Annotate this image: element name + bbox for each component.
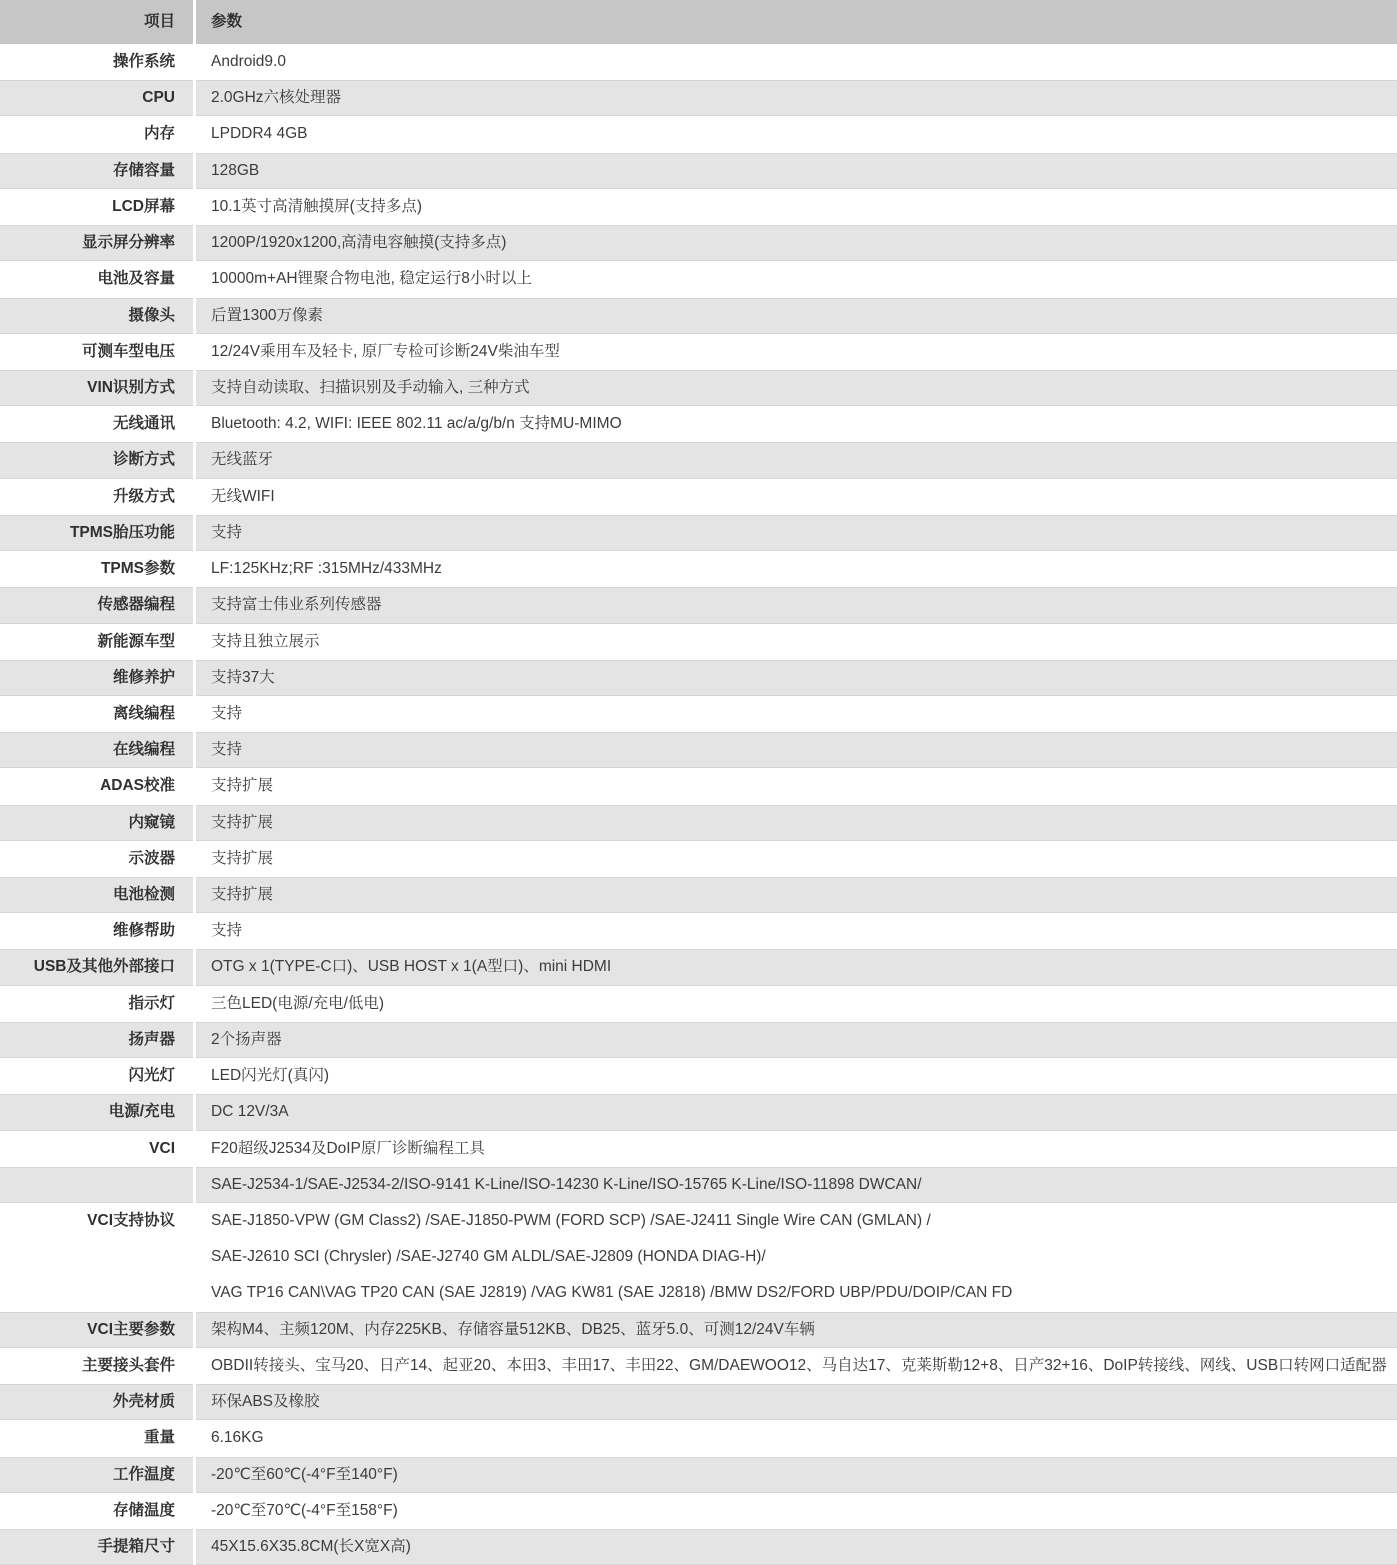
row-value: [196, 479, 1397, 515]
row-value-line: -20℃至70℃(-4°F至158°F): [211, 1501, 398, 1519]
row-label-text: 维修帮助: [112, 922, 175, 940]
row-value-line: SAE-J1850-VPW (GM Class2) /SAE-J1850-PWM (FORD SCP) /SAE-J2411 Single Wire CAN (GMLAN) /: [211, 1212, 931, 1229]
row-value-line: 2.0GHz六核处理器: [211, 89, 342, 107]
row-label: [0, 986, 196, 1022]
row-label: [0, 805, 196, 841]
row-value-line: 无线蓝牙: [211, 451, 274, 469]
row-value: [196, 1167, 1397, 1203]
table-row: [0, 298, 1397, 334]
row-value-line: LED闪光灯(真闪): [211, 1067, 329, 1085]
row-label: [0, 442, 196, 478]
row-value: [196, 1203, 1397, 1312]
row-value: [196, 949, 1397, 985]
row-label: [0, 1420, 196, 1456]
row-value: [196, 261, 1397, 297]
row-label-text: 新能源车型: [97, 632, 175, 650]
row-value-line: SAE-J2534-1/SAE-J2534-2/ISO-9141 K-Line/ISO-14230 K-Line/ISO-15765 K-Line/ISO-11898 DWCAN/: [211, 1175, 922, 1193]
row-label-text: 诊断方式: [112, 451, 175, 469]
row-label-text: LCD屏幕: [112, 197, 175, 215]
row-value: [196, 877, 1397, 913]
row-value: [196, 805, 1397, 841]
row-value-line: LPDDR4 4GB: [211, 125, 308, 143]
table-row: [0, 515, 1397, 551]
row-value-line: 架构M4、主频120M、内存225KB、存储容量512KB、DB25、蓝牙5.0、可测12/24V车辆: [211, 1320, 815, 1338]
table-row: [0, 913, 1397, 949]
row-value: [196, 986, 1397, 1022]
row-value: [196, 442, 1397, 478]
row-value-line: 支持: [211, 523, 243, 541]
row-label-text: VCI支持协议: [87, 1212, 175, 1229]
table-row: [0, 44, 1397, 80]
row-value: [196, 370, 1397, 406]
table-row: [0, 986, 1397, 1022]
row-label-text: VCI: [149, 1139, 175, 1157]
table-row: [0, 334, 1397, 370]
row-value: [196, 732, 1397, 768]
table-row: [0, 1493, 1397, 1529]
row-value: [196, 1457, 1397, 1493]
row-value: [196, 1312, 1397, 1348]
row-label: [0, 877, 196, 913]
row-label: [0, 696, 196, 732]
row-value-line: 128GB: [211, 161, 260, 179]
table-row: [0, 841, 1397, 877]
row-value: [196, 1529, 1397, 1565]
row-label-text: 主要接头套件: [81, 1356, 175, 1374]
row-label-text: 指示灯: [128, 994, 175, 1012]
row-label: [0, 1348, 196, 1384]
table-row: [0, 1094, 1397, 1130]
table-row: [0, 1420, 1397, 1456]
row-label-text: 示波器: [128, 849, 175, 867]
table-row: [0, 551, 1397, 587]
table-header: [0, 0, 1397, 44]
row-value: [196, 551, 1397, 587]
table-row: [0, 261, 1397, 297]
row-label: [0, 551, 196, 587]
row-value: [196, 913, 1397, 949]
table-row: [0, 1384, 1397, 1420]
row-label-text: [0, 1167, 175, 1203]
row-label-text: 重量: [143, 1429, 175, 1447]
row-label: [0, 624, 196, 660]
row-label-text: 操作系统: [112, 53, 175, 70]
row-label-text: 存储温度: [112, 1501, 175, 1519]
header-param-cell: [196, 0, 1397, 44]
row-label-text: 外壳材质: [112, 1393, 175, 1411]
row-value: [196, 189, 1397, 225]
table-row: [0, 1529, 1397, 1565]
row-value-line: 12/24V乘用车及轻卡, 原厂专检可诊断24V柴油车型: [211, 342, 560, 360]
row-label-text: TPMS胎压功能: [69, 523, 175, 541]
row-label: [0, 1203, 196, 1312]
table-row: [0, 660, 1397, 696]
row-value-line: 10.1英寸高清触摸屏(支持多点): [211, 197, 422, 215]
table-row: [0, 1312, 1397, 1348]
row-value-line: 支持扩展: [211, 886, 274, 904]
table-row: [0, 189, 1397, 225]
table-row: [0, 80, 1397, 116]
row-value-line: 6.16KG: [211, 1429, 264, 1447]
table-row: [0, 587, 1397, 623]
row-value: [196, 1094, 1397, 1130]
row-value-line: 无线WIFI: [211, 487, 275, 505]
row-label: [0, 261, 196, 297]
table-row: [0, 1203, 1397, 1312]
row-label: [0, 334, 196, 370]
row-label: [0, 1131, 196, 1167]
row-label: [0, 1094, 196, 1130]
row-label-text: 离线编程: [112, 704, 175, 722]
row-label: [0, 660, 196, 696]
row-label-text: 维修养护: [112, 668, 175, 686]
row-value: [196, 768, 1397, 804]
row-label-text: 显示屏分辨率: [81, 234, 175, 252]
row-label: [0, 479, 196, 515]
table-row: [0, 624, 1397, 660]
row-label-text: USB及其他外部接口: [33, 958, 175, 976]
row-label: [0, 189, 196, 225]
row-value: [196, 44, 1397, 80]
row-label: [0, 949, 196, 985]
row-label: [0, 768, 196, 804]
row-value-line: 支持扩展: [211, 813, 274, 831]
row-label-text: 工作温度: [112, 1465, 175, 1483]
row-value-line: 环保ABS及橡胶: [211, 1393, 320, 1411]
table-row: [0, 1167, 1397, 1203]
row-label-text: 摄像头: [128, 306, 175, 324]
row-label-text: VCI主要参数: [87, 1320, 175, 1338]
row-value: [196, 334, 1397, 370]
table-row: [0, 877, 1397, 913]
row-value-line: 支持: [211, 741, 243, 759]
row-value-line: 45X15.6X35.8CM(长X宽X高): [211, 1537, 411, 1555]
row-value: [196, 116, 1397, 152]
row-value: [196, 1420, 1397, 1456]
row-value-line: 10000m+AH锂聚合物电池, 稳定运行8小时以上: [211, 270, 532, 288]
row-value: [196, 515, 1397, 551]
row-label: [0, 515, 196, 551]
row-value-line: VAG TP16 CAN\VAG TP20 CAN (SAE J2819) /VAG KW81 (SAE J2818) /BMW DS2/FORD UBP/PDU/DOIP/CAN FD: [211, 1284, 1013, 1302]
row-label-text: 电池检测: [112, 886, 175, 904]
row-label-text: 闪光灯: [128, 1067, 175, 1085]
row-label: [0, 44, 196, 80]
row-label: [0, 80, 196, 116]
header-item-cell: [0, 0, 196, 44]
row-value-line: 支持自动读取、扫描识别及手动输入, 三种方式: [211, 378, 530, 396]
row-value: [196, 1022, 1397, 1058]
row-value-line: OBDII转接头、宝马20、日产14、起亚20、本田3、丰田17、丰田22、GM/DAEWOO12、马自达17、克莱斯勒12+8、日产32+16、DoIP转接线、网线、USB口转网口适配器: [211, 1356, 1387, 1374]
row-value-line: 2个扬声器: [211, 1030, 282, 1048]
row-label: [0, 298, 196, 334]
table-row: [0, 768, 1397, 804]
row-value: [196, 80, 1397, 116]
row-value-line: 支持: [211, 704, 243, 722]
row-value: [196, 841, 1397, 877]
row-value: [196, 406, 1397, 442]
row-label: [0, 225, 196, 261]
table-row: [0, 1131, 1397, 1167]
row-label: [0, 1312, 196, 1348]
table-body: [0, 44, 1397, 1565]
row-label: [0, 153, 196, 189]
row-label: [0, 732, 196, 768]
table-row: [0, 805, 1397, 841]
row-value-line: 支持: [211, 922, 243, 940]
table-row: [0, 949, 1397, 985]
row-value: [196, 298, 1397, 334]
row-value: [196, 1131, 1397, 1167]
row-label-text: CPU: [142, 89, 175, 107]
table-row: [0, 1457, 1397, 1493]
row-label-text: 在线编程: [112, 741, 175, 759]
table-row: [0, 225, 1397, 261]
row-value-line: 支持且独立展示: [211, 632, 320, 650]
row-label: [0, 1167, 196, 1203]
row-value: [196, 1348, 1397, 1384]
row-value-line: 支持富士伟业系列传感器: [211, 596, 382, 614]
table-row: [0, 370, 1397, 406]
row-label-text: 可测车型电压: [81, 342, 175, 360]
row-label: [0, 1022, 196, 1058]
row-label-text: 内存: [143, 125, 175, 143]
row-label: [0, 1384, 196, 1420]
row-value-line: DC 12V/3A: [211, 1103, 289, 1121]
row-value-line: 支持37大: [211, 668, 275, 686]
table-row: [0, 153, 1397, 189]
row-label: [0, 1529, 196, 1565]
table-row: [0, 479, 1397, 515]
row-label: [0, 370, 196, 406]
row-label-text: VIN识别方式: [87, 378, 175, 396]
row-value: [196, 660, 1397, 696]
row-label: [0, 406, 196, 442]
row-label-text: 扬声器: [128, 1030, 175, 1048]
header-item-label: 项目: [143, 13, 175, 30]
row-value-line: 1200P/1920x1200,高清电容触摸(支持多点): [211, 234, 507, 252]
row-value-line: F20超级J2534及DoIP原厂诊断编程工具: [211, 1139, 485, 1157]
row-value: [196, 225, 1397, 261]
row-label: [0, 1493, 196, 1529]
row-label-text: 传感器编程: [97, 596, 175, 614]
row-value: [196, 153, 1397, 189]
row-value-line: Android9.0: [211, 53, 286, 70]
row-label: [0, 587, 196, 623]
row-value-line: OTG x 1(TYPE-C口)、USB HOST x 1(A型口)、mini HDMI: [211, 958, 612, 976]
table-row: [0, 406, 1397, 442]
row-value-line: 三色LED(电源/充电/低电): [211, 994, 385, 1012]
row-value-line: 支持扩展: [211, 777, 274, 795]
table-row: [0, 116, 1397, 152]
table-row: [0, 696, 1397, 732]
row-value-line: 支持扩展: [211, 849, 274, 867]
row-label: [0, 116, 196, 152]
row-label: [0, 1457, 196, 1493]
row-value: [196, 1384, 1397, 1420]
table-row: [0, 1022, 1397, 1058]
row-label-text: 存储容量: [112, 161, 175, 179]
row-value-line: -20℃至60℃(-4°F至140°F): [211, 1465, 398, 1483]
row-label-text: 电池及容量: [97, 270, 175, 288]
row-label-text: 无线通讯: [112, 415, 175, 433]
header-param-label: 参数: [211, 13, 243, 30]
row-label-text: ADAS校准: [100, 777, 175, 795]
row-label: [0, 1058, 196, 1094]
table-row: [0, 442, 1397, 478]
row-label-text: 内窥镜: [128, 813, 175, 831]
row-label-text: 手提箱尺寸: [97, 1537, 175, 1555]
row-value-line: LF:125KHz;RF :315MHz/433MHz: [211, 560, 442, 578]
row-label-text: 升级方式: [112, 487, 175, 505]
row-value: [196, 696, 1397, 732]
table-row: [0, 1348, 1397, 1384]
row-value: [196, 1058, 1397, 1094]
table-row: [0, 1058, 1397, 1094]
row-label: [0, 841, 196, 877]
row-label-text: TPMS参数: [100, 560, 175, 578]
row-value-line: SAE-J2610 SCI (Chrysler) /SAE-J2740 GM ALDL/SAE-J2809 (HONDA DIAG-H)/: [211, 1248, 766, 1266]
row-label: [0, 913, 196, 949]
row-value-line: 后置1300万像素: [211, 306, 323, 324]
table-row: [0, 732, 1397, 768]
row-value-line: Bluetooth: 4.2, WIFI: IEEE 802.11 ac/a/g/b/n 支持MU-MIMO: [211, 415, 622, 433]
row-value: [196, 624, 1397, 660]
row-label-text: 电源/充电: [108, 1103, 175, 1121]
row-value: [196, 587, 1397, 623]
row-value: [196, 1493, 1397, 1529]
